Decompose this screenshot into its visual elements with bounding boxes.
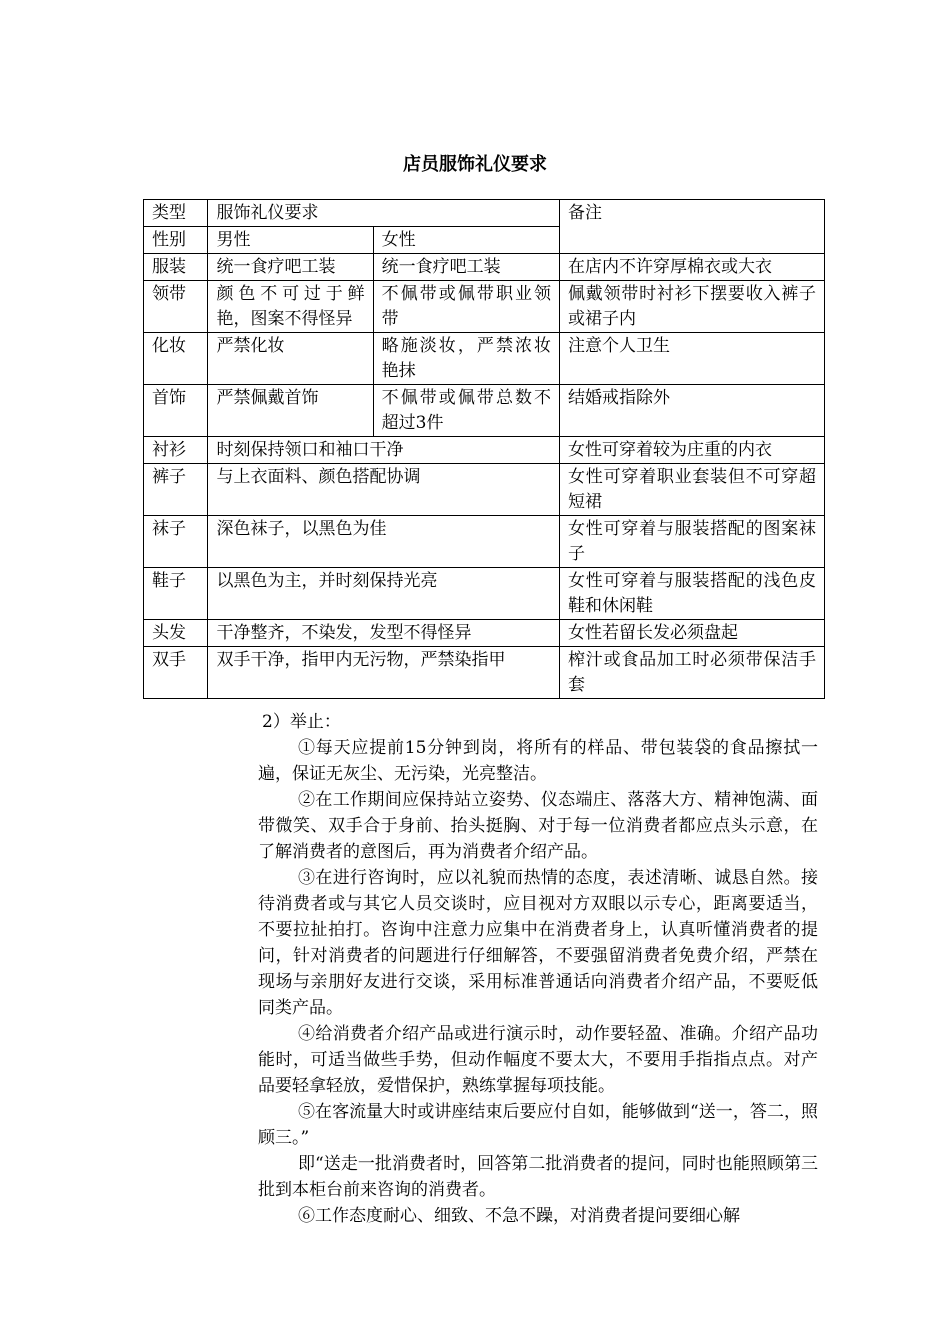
row-male: 严禁化妆 [208, 333, 373, 385]
header-requirement: 服饰礼仪要求 [208, 200, 560, 227]
table-row [144, 254, 825, 281]
row-requirement: 时刻保持领口和袖口干净 [208, 437, 560, 464]
row-category: 领带 [144, 281, 208, 333]
table-row [144, 281, 825, 333]
row-note: 女性可穿着职业套装但不可穿超短裙 [560, 464, 825, 516]
row-male: 严禁佩戴首饰 [208, 385, 373, 437]
row-note: 榨汁或食品加工时必须带保洁手套 [560, 647, 825, 699]
row-note: 女性若留长发必须盘起 [560, 620, 825, 647]
row-note: 女性可穿着较为庄重的内衣 [560, 437, 825, 464]
row-requirement: 双手干净，指甲内无污物，严禁染指甲 [208, 647, 560, 699]
table-row [144, 620, 825, 647]
header-type: 类型 [144, 200, 208, 227]
header-male: 男性 [208, 227, 373, 254]
conduct-section [258, 709, 818, 1229]
table-row [144, 464, 825, 516]
row-requirement: 干净整齐，不染发，发型不得怪异 [208, 620, 560, 647]
row-category: 服装 [144, 254, 208, 281]
table-row [144, 385, 825, 437]
table-row [144, 516, 825, 568]
row-category: 袜子 [144, 516, 208, 568]
table-row [144, 333, 825, 385]
row-male: 统一食疗吧工装 [208, 254, 373, 281]
row-requirement: 以黑色为主，并时刻保持光亮 [208, 568, 560, 620]
paragraph: ⑥工作态度耐心、细致、不急不躁，对消费者提问要细心解 [298, 1206, 740, 1226]
row-note: 注意个人卫生 [560, 333, 825, 385]
row-female: 略施淡妆，严禁浓妆艳抹 [373, 333, 559, 385]
paragraph: ②在工作期间应保持站立姿势、仪态端庄、落落大方、精神饱满、面带微笑、双手合于身前、抬头挺胸、对于每一位消费者都应点头示意，在了解消费者的意图后，再为消费者介绍产品。 [258, 790, 818, 862]
paragraph: ①每天应提前15分钟到岗，将所有的样品、带包装袋的食品擦拭一遍，保证无灰尘、无污染，光亮整洁。 [258, 738, 818, 784]
table-row [144, 568, 825, 620]
row-note: 女性可穿着与服装搭配的图案袜子 [560, 516, 825, 568]
row-female: 统一食疗吧工装 [373, 254, 559, 281]
row-category: 双手 [144, 647, 208, 699]
paragraph: ③在进行咨询时，应以礼貌而热情的态度，表述清晰、诚恳自然。接待消费者或与其它人员交谈时，应目视对方双眼以示专心，距离要适当，不要拉扯拍打。咨询中注意力应集中在消费者身上，认真听懂消费者的提问，针对消费者的问题进行仔细解答，不要强留消费者免费介绍，严禁在现场与亲朋好友进行交谈，采用标准普通话向消费者介绍产品，不要贬低同类产品。 [258, 868, 818, 1018]
row-category: 鞋子 [144, 568, 208, 620]
row-requirement: 与上衣面料、颜色搭配协调 [208, 464, 560, 516]
row-note: 女性可穿着与服装搭配的浅色皮鞋和休闲鞋 [560, 568, 825, 620]
row-category: 衬衫 [144, 437, 208, 464]
row-category: 头发 [144, 620, 208, 647]
etiquette-table [143, 199, 825, 699]
paragraph: 即“送走一批消费者时，回答第二批消费者的提问，同时也能照顾第三批到本柜台前来咨询的消费者。 [258, 1154, 818, 1200]
table-header-row [144, 200, 825, 227]
row-note: 佩戴领带时衬衫下摆要收入裤子或裙子内 [560, 281, 825, 333]
header-female: 女性 [373, 227, 559, 254]
row-female: 不佩带或佩带总数不超过3件 [373, 385, 559, 437]
row-requirement: 深色袜子，以黑色为佳 [208, 516, 560, 568]
row-note: 结婚戒指除外 [560, 385, 825, 437]
row-category: 裤子 [144, 464, 208, 516]
row-category: 化妆 [144, 333, 208, 385]
section-heading: 2）举止： [262, 712, 341, 732]
paragraph: ⑤在客流量大时或讲座结束后要应付自如，能够做到“送一，答二，照顾三。” [258, 1102, 818, 1148]
header-note: 备注 [560, 200, 825, 254]
header-gender: 性别 [144, 227, 208, 254]
row-male: 颜色不可过于鲜艳，图案不得怪异 [208, 281, 373, 333]
table-row [144, 437, 825, 464]
row-female: 不佩带或佩带职业领带 [373, 281, 559, 333]
paragraph: ④给消费者介绍产品或进行演示时，动作要轻盈、准确。介绍产品功能时，可适当做些手势，但动作幅度不要太大，不要用手指指点点。对产品要轻拿轻放，爱惜保护，熟练掌握每项技能。 [258, 1024, 818, 1096]
row-category: 首饰 [144, 385, 208, 437]
row-note: 在店内不许穿厚棉衣或大衣 [560, 254, 825, 281]
table-row [144, 647, 825, 699]
page-title: 店员服饰礼仪要求 [403, 154, 547, 175]
